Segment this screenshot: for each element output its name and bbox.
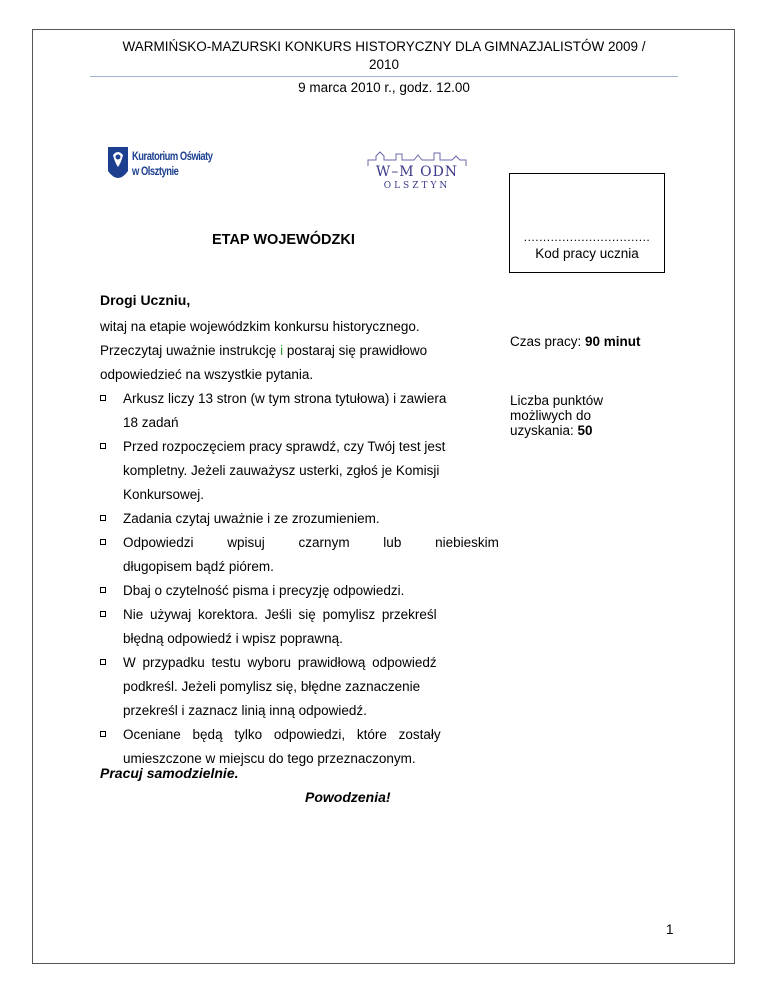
- checkbox-bullet-icon: [100, 659, 106, 665]
- kuratorium-emblem-icon: [106, 145, 130, 185]
- good-luck-note: Powodzenia!: [305, 789, 391, 805]
- work-alone-note: Pracuj samodzielnie.: [100, 765, 239, 781]
- stage-heading: ETAP WOJEWÓDZKI: [212, 232, 355, 248]
- wm-odn-logo: W–M ODN OLSZTYN: [362, 150, 472, 194]
- instruction-list: [100, 387, 499, 771]
- student-code-field[interactable]: .................................: [523, 230, 651, 244]
- list-item: W przypadku testu wyboru prawidłową odpowiedź podkreśl. Jeżeli pomylisz się, błędne zaznaczenie przekreśl i zaznacz linią inną odpowiedź.: [100, 651, 470, 723]
- list-item: Dbaj o czytelność pisma i precyzję odpowiedzi.: [100, 579, 470, 603]
- checkbox-bullet-icon: [100, 395, 106, 401]
- checkbox-bullet-icon: [100, 515, 106, 521]
- list-item: Zadania czytaj uważnie i ze zrozumieniem.: [100, 507, 470, 531]
- checkbox-bullet-icon: [100, 611, 106, 617]
- list-item: Oceniane będą tylko odpowiedzi, które zostały umieszczone w miejscu do tego przeznaczonym.: [100, 723, 470, 771]
- student-code-box: [509, 173, 665, 273]
- list-item: Nie używaj korektora. Jeśli się pomylisz przekreśl błędną odpowiedź i wpisz poprawną.: [100, 603, 470, 651]
- checkbox-bullet-icon: [100, 443, 106, 449]
- contest-date: 9 marca 2010 r., godz. 12.00: [298, 80, 470, 95]
- list-item: Arkusz liczy 13 stron (w tym strona tytułowa) i zawiera 18 zadań: [100, 387, 470, 435]
- time-limit: Czas pracy: 90 minut: [510, 334, 641, 349]
- kuratorium-logo: Kuratorium Oświaty w Olsztynie: [106, 145, 206, 187]
- student-code-label: Kod pracy ucznia: [535, 246, 639, 261]
- checkbox-bullet-icon: [100, 731, 106, 737]
- max-points: Liczba punktów możliwych do uzyskania: 50: [510, 393, 604, 438]
- page-number: 1: [666, 922, 674, 937]
- checkbox-bullet-icon: [100, 539, 106, 545]
- checkbox-bullet-icon: [100, 587, 106, 593]
- greeting: Drogi Uczniu,: [100, 292, 191, 308]
- list-item: Przed rozpoczęciem pracy sprawdź, czy Twój test jest kompletny. Jeżeli zauważysz usterki, zgłoś je Komisji Konkursowej.: [100, 435, 470, 507]
- list-item: Odpowiedzi wpisuj czarnym lub niebieskim długopisem bądź piórem.: [100, 531, 470, 579]
- intro-paragraph: witaj na etapie wojewódzkim konkursu historycznego. Przeczytaj uważnie instrukcję i postaraj się prawidłowo odpowiedzieć na wszystkie pytania.: [100, 319, 428, 382]
- contest-title: WARMIŃSKO-MAZURSKI KONKURS HISTORYCZNY DLA GIMNAZJALISTÓW 2009 / 2010: [122, 39, 646, 72]
- header-rule: [90, 76, 678, 77]
